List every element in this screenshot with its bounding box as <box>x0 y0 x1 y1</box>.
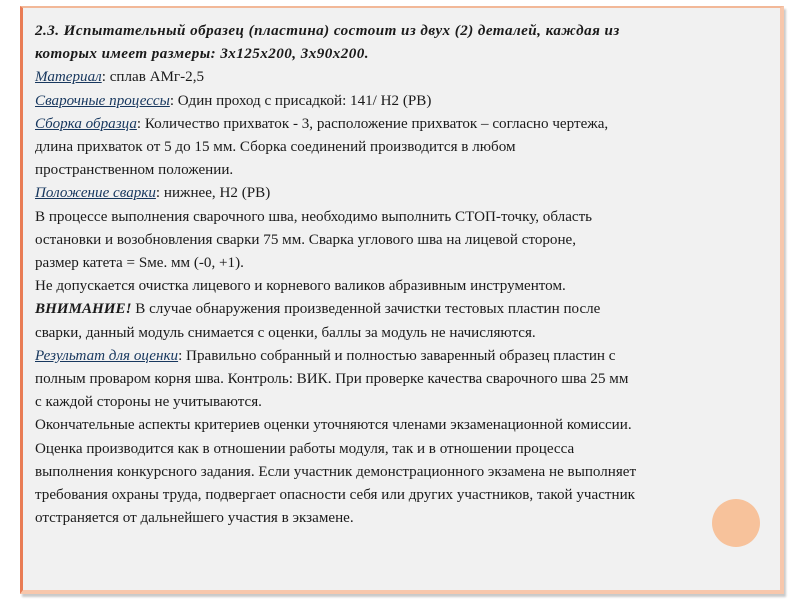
position-label: Положение сварки <box>35 185 156 202</box>
welding-process-row <box>35 90 765 113</box>
final-text-line-3: выполнения конкурсного задания. Если участник демонстрационного экзамена не выполняет <box>35 463 637 480</box>
final-text-line-1: Окончательные аспекты критериев оценки уточняются членами экзаменационной комиссии. <box>35 417 632 434</box>
result-value: : Правильно собранный и полностью заваренный образец пластин с <box>178 347 616 364</box>
assembly-line-3: пространственном положении. <box>35 162 234 179</box>
position-row <box>35 182 765 205</box>
result-line-2: полным проваром корня шва. Контроль: ВИК. При проверке качества сварочного шва 25 мм <box>35 371 629 388</box>
warning-value: В случае обнаружения произведенной зачистки тестовых пластин после <box>131 301 601 318</box>
final-text-line-2: Оценка производится как в отношении работы модуля, так и в отношении процесса <box>35 440 575 457</box>
result-line-3: с каждой стороны не учитываются. <box>35 394 262 411</box>
decorative-circle <box>712 499 760 547</box>
result-row <box>35 345 765 368</box>
warning-row <box>35 298 765 321</box>
final-text-line-4: требования охраны труда, подвергает опасности себя или других участников, такой участник <box>35 487 636 504</box>
warning-line-2: сварки, данный модуль снимается с оценки, баллы за модуль не начисляются. <box>35 324 536 341</box>
material-row <box>35 66 765 89</box>
assembly-row <box>35 113 765 136</box>
result-label: Результат для оценки <box>35 347 179 364</box>
warning-label: ВНИМАНИЕ! <box>35 301 132 318</box>
material-label: Материал <box>35 69 102 86</box>
position-value: : нижнее, Н2 (РВ) <box>155 185 271 202</box>
process-text-line-1: В процессе выполнения сварочного шва, необходимо выполнить СТОП-точку, область <box>35 208 593 225</box>
process-text-line-4: Не допускается очистка лицевого и корневого валиков абразивным инструментом. <box>35 278 566 295</box>
welding-process-label: Сварочные процессы <box>35 92 170 109</box>
process-text-line-2: остановки и возобновления сварки 75 мм. Сварка углового шва на лицевой стороне, <box>35 231 577 248</box>
process-text-line-3: размер катета = Sме. мм (-0, +1). <box>35 255 244 272</box>
heading-line-1: 2.3. Испытательный образец (пластина) состоит из двух (2) деталей, каждая из <box>35 23 620 39</box>
slide-content <box>35 20 765 530</box>
assembly-value: : Количество прихваток - 3, расположение прихваток – согласно чертежа, <box>136 115 609 132</box>
material-value: : сплав АМг-2,5 <box>101 69 205 86</box>
assembly-label: Сборка образца <box>35 115 137 132</box>
final-text-line-5: отстраняется от дальнейшего участия в экзамене. <box>35 510 354 527</box>
assembly-line-2: длина прихваток от 5 до 15 мм. Сборка соединений производится в любом <box>35 139 516 156</box>
welding-process-value: : Один проход с присадкой: 141/ Н2 (РВ) <box>169 92 432 109</box>
heading-line-2: которых имеет размеры: 3х125х200, 3х90х200. <box>35 46 369 63</box>
